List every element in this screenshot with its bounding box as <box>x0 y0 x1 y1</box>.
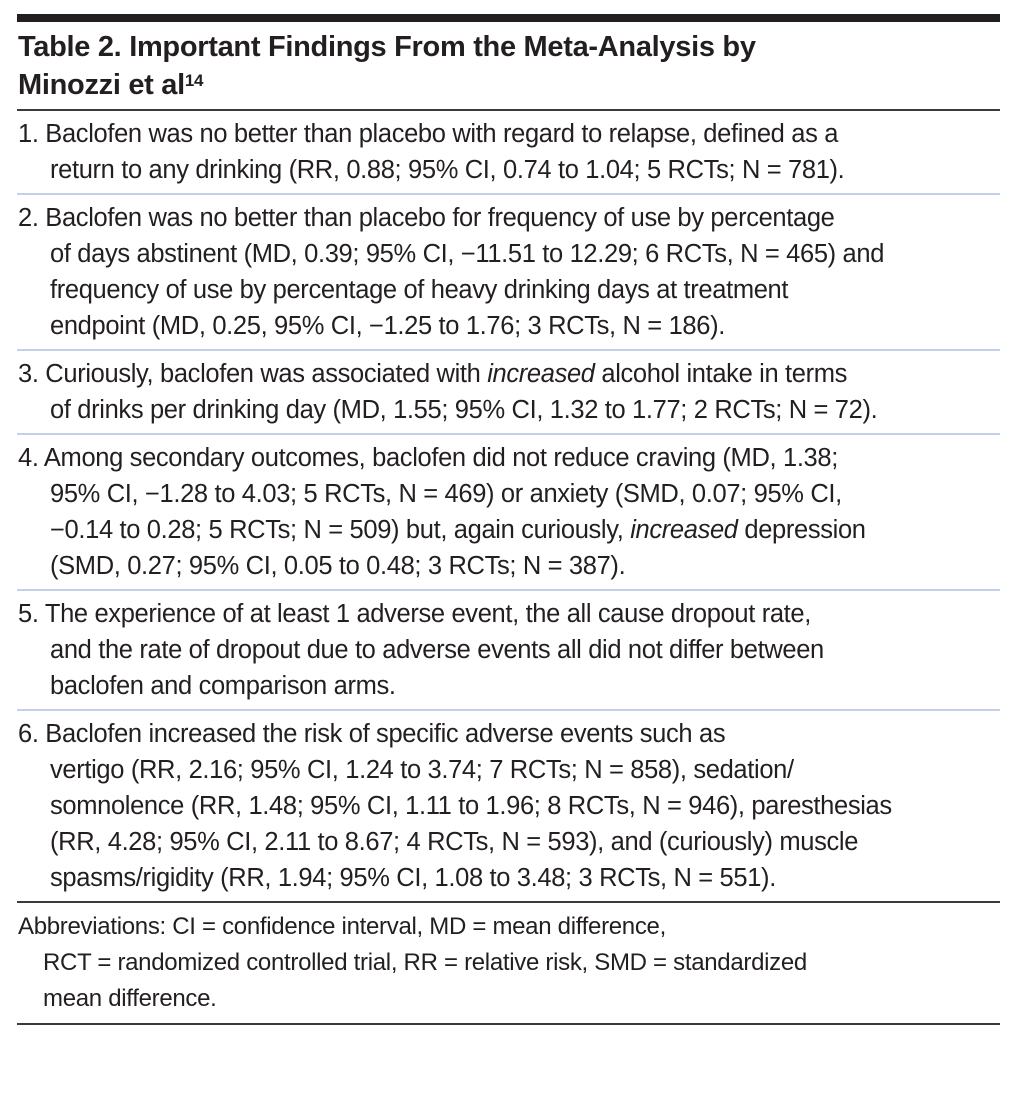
text-segment: and the rate of dropout due to adverse events all did not differ between <box>50 636 824 664</box>
finding-line <box>18 476 1000 512</box>
finding-4 <box>17 435 1000 589</box>
text-segment: 3. Curiously, baclofen was associated with <box>18 360 488 388</box>
footnote-line: mean difference. <box>43 985 217 1012</box>
finding-line <box>18 596 1000 632</box>
finding-5 <box>17 591 1000 709</box>
text-segment: baclofen and comparison arms. <box>50 672 396 700</box>
finding-line <box>18 236 1000 272</box>
text-segment: (SMD, 0.27; 95% CI, 0.05 to 0.48; 3 RCTs; N = 387). <box>50 552 626 580</box>
table-2 <box>17 14 1000 1025</box>
finding-line <box>18 548 1000 584</box>
finding-line <box>18 824 1000 860</box>
footnote-line: RCT = randomized controlled trial, RR = relative risk, SMD = standardized <box>43 949 807 976</box>
finding-line <box>18 308 1000 344</box>
finding-line <box>18 272 1000 308</box>
text-segment: 4. Among secondary outcomes, baclofen did not reduce craving (MD, 1.38; <box>18 444 838 472</box>
finding-line <box>18 392 1000 428</box>
table-title <box>17 22 1000 109</box>
finding-line <box>18 356 1000 392</box>
text-segment: 95% CI, −1.28 to 4.03; 5 RCTs, N = 469) or anxiety (SMD, 0.07; 95% CI, <box>50 480 842 508</box>
text-segment: depression <box>737 516 866 544</box>
top-rule <box>17 14 1000 22</box>
finding-line <box>18 200 1000 236</box>
finding-line <box>18 440 1000 476</box>
finding-line <box>18 752 1000 788</box>
text-segment: 6. Baclofen increased the risk of specific adverse events such as <box>18 720 726 748</box>
text-segment: somnolence (RR, 1.48; 95% CI, 1.11 to 1.96; 8 RCTs, N = 946), paresthesias <box>50 792 892 820</box>
text-segment: return to any drinking (RR, 0.88; 95% CI, 0.74 to 1.04; 5 RCTs; N = 781). <box>50 156 845 184</box>
finding-line <box>18 116 1000 152</box>
text-segment: frequency of use by percentage of heavy drinking days at treatment <box>50 276 789 304</box>
footnote-line: Abbreviations: CI = confidence interval, MD = mean difference, <box>18 913 666 940</box>
finding-line <box>18 512 1000 548</box>
emphasis-text: increased <box>487 360 595 388</box>
text-segment: alcohol intake in terms <box>594 360 848 388</box>
text-segment: spasms/rigidity (RR, 1.94; 95% CI, 1.08 to 3.48; 3 RCTs, N = 551). <box>50 864 776 892</box>
text-segment: 5. The experience of at least 1 adverse event, the all cause dropout rate, <box>18 600 811 628</box>
finding-line <box>18 860 1000 896</box>
finding-2 <box>17 195 1000 349</box>
title-author: Minozzi et al <box>18 69 185 101</box>
text-segment: endpoint (MD, 0.25, 95% CI, −1.25 to 1.76; 3 RCTs, N = 186). <box>50 312 725 340</box>
emphasis-text: increased <box>630 516 738 544</box>
title-line-1: Table 2. Important Findings From the Meta-Analysis by <box>18 31 756 63</box>
text-segment: 2. Baclofen was no better than placebo for frequency of use by percentage <box>18 204 835 232</box>
finding-3 <box>17 351 1000 433</box>
bottom-rule <box>17 1023 1000 1025</box>
text-segment: 1. Baclofen was no better than placebo with regard to relapse, defined as a <box>18 120 839 148</box>
finding-6 <box>17 711 1000 901</box>
findings-list <box>17 111 1000 901</box>
title-reference: 14 <box>184 71 204 90</box>
title-line-2 <box>18 66 1000 104</box>
text-segment: (RR, 4.28; 95% CI, 2.11 to 8.67; 4 RCTs, N = 593), and (curiously) muscle <box>50 828 859 856</box>
finding-line <box>18 632 1000 668</box>
text-segment: of days abstinent (MD, 0.39; 95% CI, −11.51 to 12.29; 6 RCTs, N = 465) and <box>50 240 885 268</box>
finding-line <box>18 152 1000 188</box>
finding-line <box>18 788 1000 824</box>
finding-1 <box>17 111 1000 193</box>
abbreviations-footnote <box>17 903 1000 1023</box>
text-segment: vertigo (RR, 2.16; 95% CI, 1.24 to 3.74; 7 RCTs; N = 858), sedation/ <box>50 756 794 784</box>
text-segment: of drinks per drinking day (MD, 1.55; 95% CI, 1.32 to 1.77; 2 RCTs; N = 72). <box>50 396 878 424</box>
text-segment: −0.14 to 0.28; 5 RCTs; N = 509) but, again curiously, <box>50 516 631 544</box>
finding-line <box>18 668 1000 704</box>
finding-line <box>18 716 1000 752</box>
